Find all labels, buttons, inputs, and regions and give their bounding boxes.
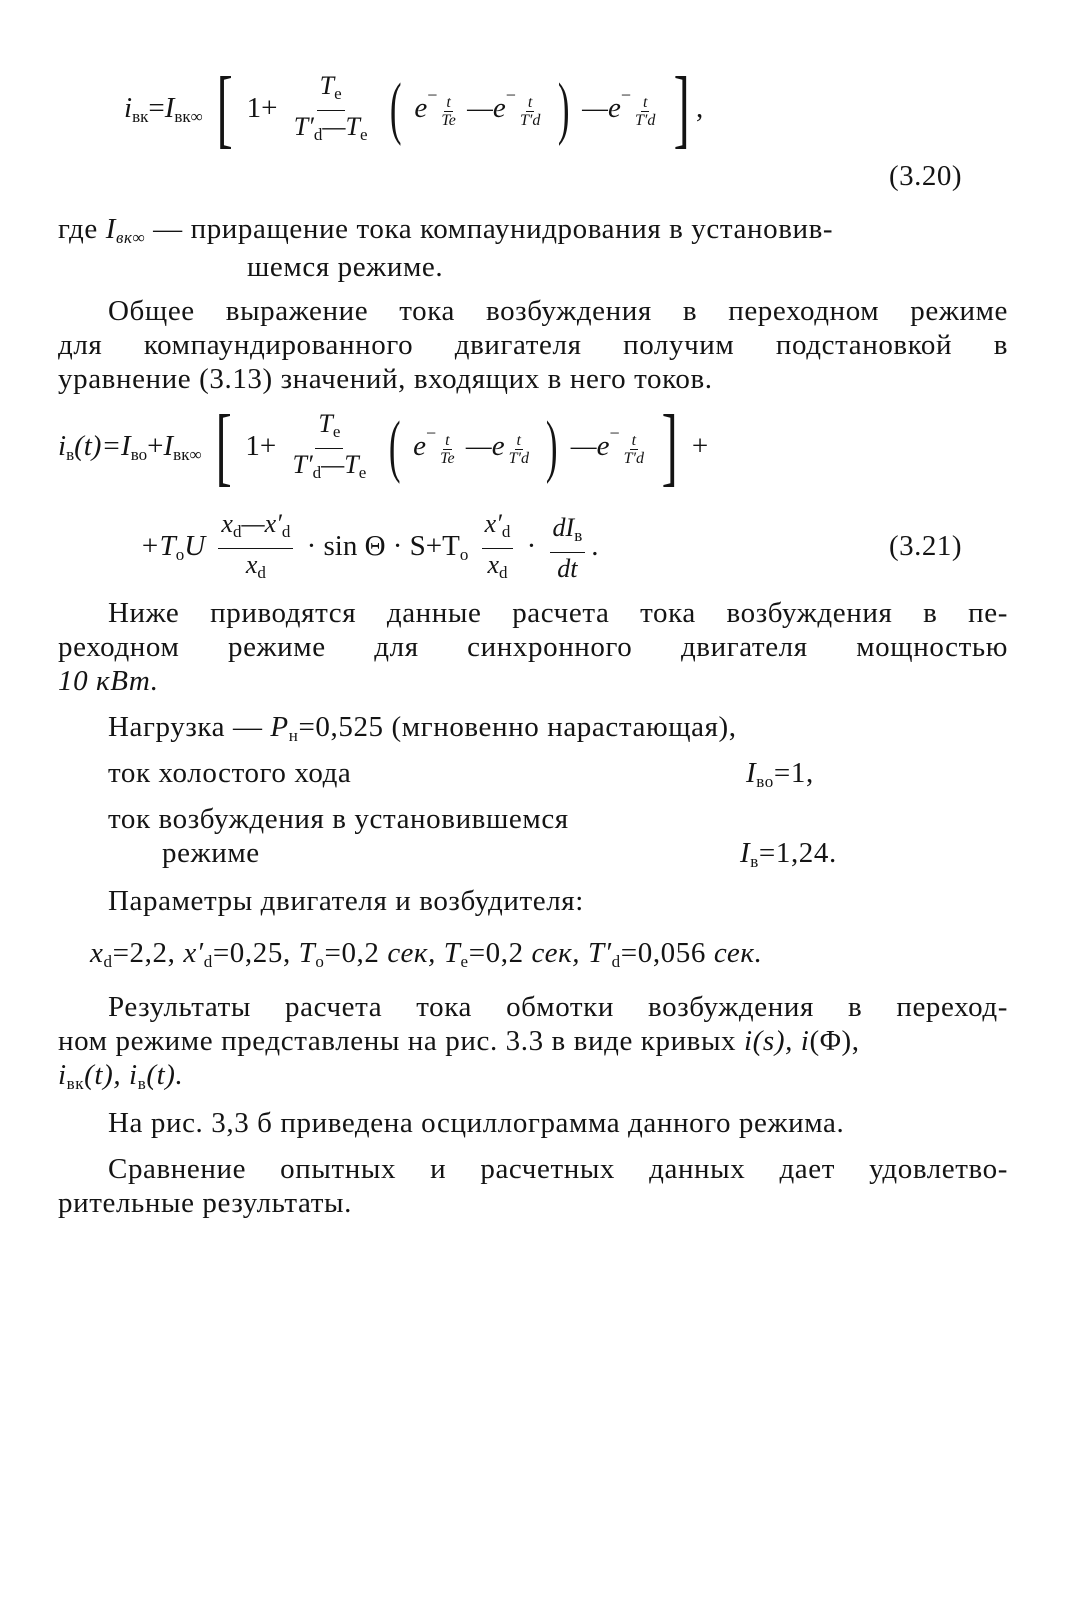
eq-symbol: I (164, 92, 175, 125)
equation-3-21-line2 (140, 510, 598, 587)
eq-symbol: I (163, 430, 174, 463)
paragraph-line (58, 1058, 183, 1101)
eq-fraction (291, 72, 371, 149)
where-prefix: где (58, 213, 98, 245)
eq-symbol: dI (552, 513, 575, 542)
results-curves: (t). (146, 1059, 184, 1091)
exp-num: t (445, 432, 450, 450)
param-sub: d (611, 952, 621, 971)
steady-current-value (740, 836, 837, 879)
param-symbol: x (90, 937, 104, 969)
results-curves-sub: вк (66, 1074, 85, 1093)
eq-symbol: —x′ (241, 509, 282, 538)
paragraph-line: Общее выражение тока возбуждения в переходном режиме (108, 295, 1008, 327)
left-bracket: [ (215, 398, 232, 496)
equation-number-3-20: (3.20) (889, 160, 963, 192)
eq-symbol: x′ (484, 509, 502, 538)
eq-subscript: вк∞ (174, 107, 203, 127)
eq-symbol: T (319, 71, 335, 100)
eq-fraction (550, 514, 586, 583)
eq-symbol: x (221, 509, 233, 538)
eq-subscript: e (332, 422, 341, 441)
param-value: =0,2 (468, 937, 532, 969)
exp-den: T′d (508, 450, 529, 468)
paragraph-line: На рис. 3,3 б приведена осциллограмма данного режима. (108, 1107, 845, 1139)
param-symbol: T (298, 937, 316, 969)
eq-symbol: U (184, 530, 206, 563)
where-symbol-sub: вк∞ (116, 228, 146, 247)
eq-symbol: T (318, 409, 333, 438)
exp-num: t (631, 432, 637, 450)
paragraph-line: Сравнение опытных и расчетных данных дает удовлетво- (108, 1153, 1008, 1185)
eq-symbol: x (487, 550, 500, 579)
eq-term: 1+ (245, 430, 277, 463)
exp-den: Te (441, 112, 456, 130)
eq-subscript: в (66, 445, 75, 465)
left-bracket: [ (216, 60, 233, 158)
param-unit: сек, (531, 937, 588, 969)
eq-fraction (482, 510, 514, 587)
eq-term: · sin Θ · S+T (306, 530, 460, 563)
load-symbol: P (270, 711, 289, 743)
exp-minus: − (427, 85, 438, 106)
results-curves: i (58, 1059, 67, 1091)
right-paren: ) (546, 408, 558, 486)
idle-current-label: ток холостого хода (108, 757, 352, 789)
eq-symbol: —e (582, 92, 621, 125)
eq-symbol: I (121, 430, 131, 463)
eq-symbol: —e (467, 92, 506, 125)
paragraph-line: уравнение (3.13) значений, входящих в него токов. (58, 363, 713, 395)
paragraph-line (58, 1024, 860, 1058)
eq-subscript: вк∞ (173, 445, 202, 465)
params-line (90, 936, 762, 979)
eq-symbol: i (124, 92, 133, 125)
eq-symbol: —e (465, 430, 505, 463)
exp-num: t (527, 94, 533, 112)
load-symbol-sub: н (288, 726, 299, 745)
exp-minus: − (609, 423, 620, 444)
param-unit: сек. (713, 937, 763, 969)
where-definition: — приращение тока компаунидрования в установив- (153, 213, 834, 245)
where-line-cont: шемся режиме. (247, 251, 444, 283)
where-symbol: I (105, 213, 117, 245)
exp-minus: − (505, 85, 516, 106)
exp-num: t (446, 94, 451, 112)
param-symbol: x′ (183, 937, 204, 969)
left-paren: ( (389, 70, 402, 148)
eq-subscript: d (499, 563, 508, 582)
value-symbol-sub: во (756, 772, 774, 791)
value-number: =1,24. (758, 837, 837, 869)
param-symbol: T (443, 937, 461, 969)
right-bracket: ] (661, 398, 678, 496)
paragraph-line: рительные результаты. (58, 1187, 352, 1219)
eq-fraction (218, 510, 293, 587)
param-value: =0,25, (212, 937, 299, 969)
eq-subscript: d (312, 463, 322, 482)
exp-den: T′d (519, 112, 541, 130)
eq-punctuation: , (695, 92, 704, 125)
steady-current-label-cont: режиме (162, 837, 260, 869)
eq-symbol: T′ (293, 112, 314, 141)
eq-symbol: x (245, 550, 258, 579)
eq-subscript: e (334, 84, 342, 103)
eq-subscript: d (232, 522, 242, 541)
equation-number-3-21: (3.21) (889, 530, 963, 562)
eq-subscript: o (459, 545, 469, 565)
eq-subscript: в (574, 526, 583, 545)
results-curves: (Φ), (809, 1025, 860, 1057)
value-symbol-sub: в (750, 852, 759, 871)
eq-symbol: +T (140, 530, 176, 563)
param-value: =0,2 (324, 937, 388, 969)
param-sub: o (315, 952, 325, 971)
params-heading: Параметры двигателя и возбудителя: (108, 885, 584, 917)
load-line (108, 710, 737, 753)
paragraph-line: реходном режиме для синхронного двигателя мощностью (58, 631, 1008, 663)
right-paren: ) (557, 70, 570, 148)
eq-symbol: dt (557, 554, 578, 583)
param-sub: e (460, 952, 469, 971)
eq-subscript: d (313, 125, 323, 144)
eq-subscript: d (501, 522, 511, 541)
exp-den: T′d (635, 112, 656, 130)
param-value: =0,056 (620, 937, 714, 969)
exp-fraction (622, 432, 646, 467)
steady-current-label: ток возбуждения в установившемся (108, 803, 569, 835)
eq-term: 1+ (246, 92, 278, 125)
eq-symbol: e (413, 430, 426, 463)
value-number: =1, (773, 757, 814, 789)
exp-fraction (633, 94, 657, 129)
exp-fraction (438, 432, 457, 467)
param-value: =2,2, (112, 937, 184, 969)
eq-symbol: T′ (292, 450, 313, 479)
param-sub: d (203, 952, 213, 971)
value-symbol: I (740, 837, 751, 869)
exp-den: T′d (623, 450, 645, 468)
paragraph-line: Результаты расчета тока обмотки возбуждения в переход- (108, 991, 1008, 1023)
eq-operator: + (691, 430, 709, 463)
eq-symbol: i (58, 430, 67, 463)
eq-operator: = (148, 92, 165, 125)
right-bracket: ] (673, 60, 690, 158)
exp-num: t (516, 432, 521, 450)
left-paren: ( (388, 408, 401, 486)
exp-num: t (642, 94, 648, 112)
param-unit: сек, (387, 937, 444, 969)
eq-subscript: во (130, 445, 148, 465)
results-curves-sub: в (137, 1074, 147, 1093)
results-text: ном режиме представлены на рис. 3.3 в виде кривых (58, 1025, 745, 1057)
param-sub: d (103, 952, 113, 971)
eq-subscript: o (175, 545, 185, 565)
load-label: Нагрузка — (108, 711, 263, 743)
paragraph-line: 10 кВт. (58, 665, 159, 697)
equation-3-20 (124, 60, 704, 158)
eq-symbol: (t)= (74, 430, 122, 463)
exp-fraction (518, 94, 542, 129)
eq-symbol: —T (321, 450, 359, 479)
results-curves: (t), i (84, 1059, 138, 1091)
exp-minus: − (425, 423, 437, 444)
eq-symbol: e (414, 92, 428, 125)
eq-symbol: —T (322, 112, 360, 141)
exp-minus: − (620, 85, 631, 106)
exp-fraction (507, 432, 531, 467)
eq-punctuation: . (591, 530, 599, 563)
eq-fraction (290, 410, 370, 487)
eq-subscript: d (281, 522, 291, 541)
eq-operator: · (526, 530, 537, 563)
eq-subscript: вк (132, 107, 149, 127)
eq-subscript: e (359, 125, 368, 144)
exp-fraction (439, 94, 458, 129)
eq-operator: + (147, 430, 164, 463)
where-line (58, 212, 833, 255)
exp-den: Te (440, 450, 455, 468)
value-symbol: I (746, 757, 757, 789)
eq-subscript: d (257, 563, 266, 582)
idle-current-value (746, 756, 814, 799)
paragraph-line: Ниже приводятся данные расчета тока возбуждения в пе- (108, 597, 1008, 629)
param-symbol: T′ (587, 937, 612, 969)
load-value: =0,525 (мгновенно нарастающая), (298, 711, 737, 743)
eq-subscript: e (358, 463, 367, 482)
paragraph-line: для компаундированного двигателя получим подстановкой в (58, 329, 1008, 361)
eq-symbol: —e (570, 430, 610, 463)
results-curves: i(s), i (744, 1025, 810, 1057)
equation-3-21-line1 (58, 398, 709, 496)
